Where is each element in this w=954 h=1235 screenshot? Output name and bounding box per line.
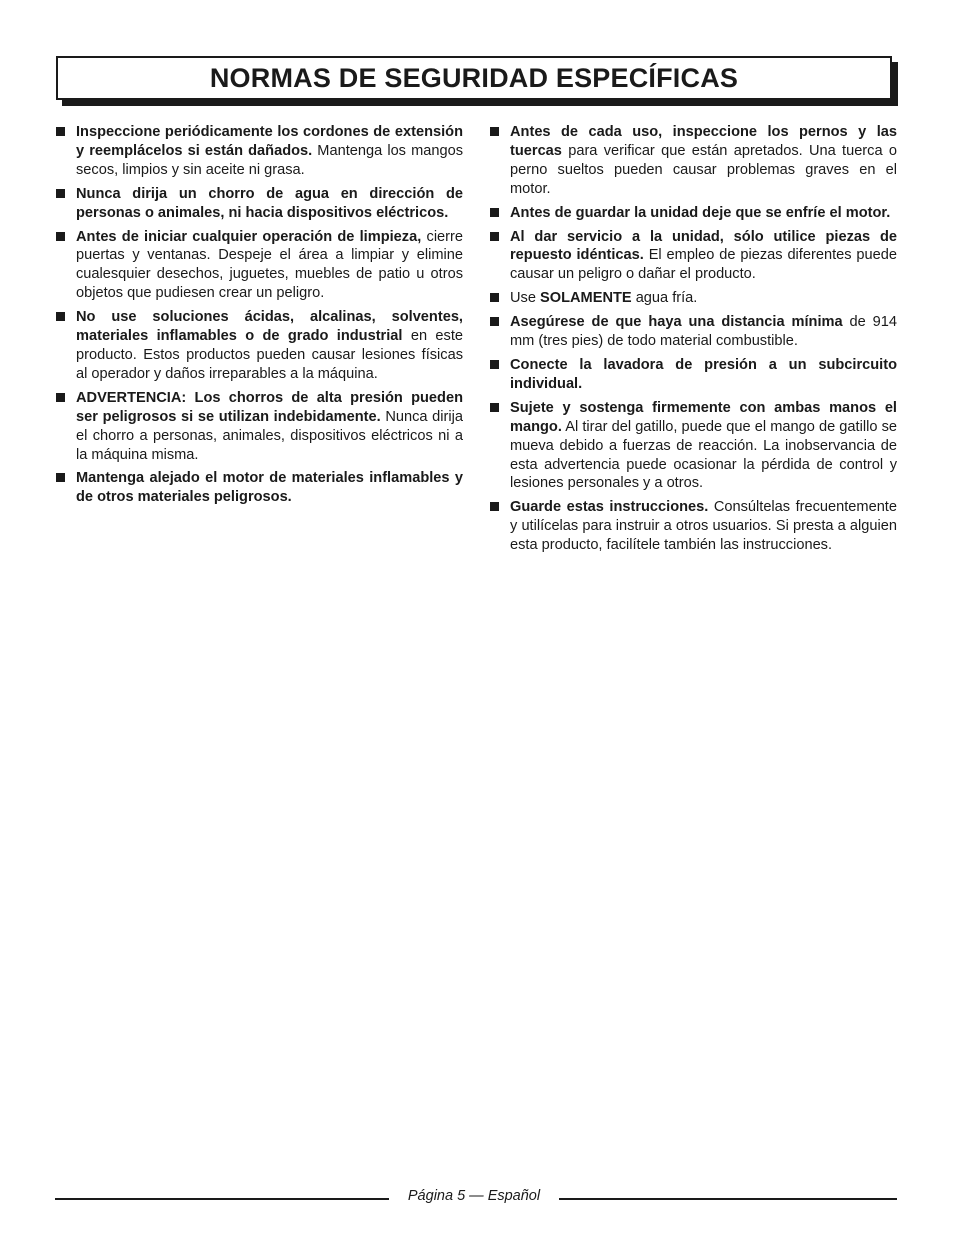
item-text: Mantenga los mangos secos, limpios y sin aceite ni grasa. — [76, 142, 464, 178]
square-bullet-icon — [56, 473, 65, 482]
list-item — [56, 389, 463, 465]
item-bold-text: No use soluciones ácidas, alcalinas, solventes, materiales inflamables o de grado industrial — [76, 309, 463, 345]
footer-page-label: Página 5 — Español — [407, 1188, 541, 1204]
list-item — [490, 123, 897, 199]
item-bold-text: Mantenga alejado el motor de materiales inflamables y de otros materiales peligrosos. — [76, 470, 463, 506]
list-item — [490, 228, 897, 285]
square-bullet-icon — [490, 317, 499, 326]
list-item — [490, 289, 897, 308]
item-text: en este producto. Estos productos pueden causar lesiones físicas al operador y daños irreparables a la máquina. — [76, 328, 464, 382]
square-bullet-icon — [490, 293, 499, 302]
page-header — [56, 56, 898, 106]
list-item — [490, 498, 897, 555]
square-bullet-icon — [56, 127, 65, 136]
list-item — [56, 228, 463, 304]
square-bullet-icon — [490, 403, 499, 412]
footer-rule-right — [559, 1198, 897, 1200]
list-item — [56, 123, 463, 180]
square-bullet-icon — [490, 360, 499, 369]
item-bold-text: SOLAMENTE — [540, 290, 632, 307]
item-bold-text: Inspeccione periódicamente los cordones de extensión y reemplácelos si están dañados. — [76, 124, 463, 159]
item-text: agua fría. — [631, 290, 698, 307]
square-bullet-icon — [56, 232, 65, 241]
square-bullet-icon — [490, 232, 499, 241]
footer-rule-left — [55, 1198, 389, 1200]
list-item — [490, 313, 897, 351]
list-item — [490, 399, 897, 494]
item-bold-text: Antes de cada uso, inspeccione los pernos y las tuercas — [510, 124, 897, 159]
page-footer — [55, 1186, 897, 1208]
left-column — [56, 123, 463, 512]
square-bullet-icon — [490, 208, 499, 217]
item-text: Consúltelas frecuentemente y utilícelas para instruir a otros usuarios. Si presta a alguien esta producto, facilítele también las instrucciones. — [510, 499, 897, 554]
item-bold-text: ADVERTENCIA: Los chorros de alta presión pueden ser peligrosos si se utilizan indebidamente. — [76, 389, 463, 425]
item-bold-text: Sujete y sostenga firmemente con ambas manos el mango. — [510, 399, 897, 435]
item-bold-text: Conecte la lavadora de presión a un subcircuito individual. — [510, 356, 897, 392]
square-bullet-icon — [490, 502, 499, 511]
item-bold-text: Antes de iniciar cualquier operación de limpieza, — [76, 228, 422, 245]
square-bullet-icon — [490, 127, 499, 136]
item-bold-text: Guarde estas instrucciones. — [510, 499, 709, 516]
item-bold-text: Al dar servicio a la unidad, sólo utilice piezas de repuesto idénticas. — [510, 228, 897, 264]
list-item — [490, 204, 897, 223]
item-bold-text: Antes de guardar la unidad deje que se enfríe el motor. — [510, 204, 891, 221]
page-title: NORMAS DE SEGURIDAD ESPECÍFICAS — [209, 62, 739, 93]
right-column — [490, 123, 897, 560]
item-pre-text: Use — [510, 290, 541, 307]
list-item — [56, 469, 463, 507]
item-text: Nunca dirija el chorro a personas, animales, dispositivos eléctricos ni a la máquina misma. — [76, 408, 463, 463]
item-text: El empleo de piezas diferentes puede causar un peligro o dañar el producto. — [510, 247, 897, 283]
item-text: para verificar que están apretados. Una tuerca o perno sueltos pueden causar problemas graves en el motor. — [510, 142, 897, 197]
square-bullet-icon — [56, 393, 65, 402]
list-item — [490, 356, 897, 394]
item-text: cierre puertas y ventanas. Despeje el área a limpiar y elimine cualesquier desechos, juguetes, muebles de patio u otros objetos que pudiesen crear un peligro. — [76, 228, 464, 302]
header-box — [56, 56, 892, 100]
item-bold-text: Nunca dirija un chorro de agua en dirección de personas o animales, ni hacia dispositivos eléctricos. — [76, 185, 463, 221]
square-bullet-icon — [56, 312, 65, 321]
item-text: de 914 mm (tres pies) de todo material combustible. — [510, 314, 897, 350]
item-text: Al tirar del gatillo, puede que el mango de gatillo se mueva debido a fuerzas de reacción. La inobservancia de esta advertencia puede ocasionar la pérdida de control y lesiones personales y a otros. — [510, 418, 897, 492]
list-item — [56, 185, 463, 223]
square-bullet-icon — [56, 189, 65, 198]
list-item — [56, 308, 463, 384]
item-bold-text: Asegúrese de que haya una distancia mínima — [510, 314, 843, 331]
